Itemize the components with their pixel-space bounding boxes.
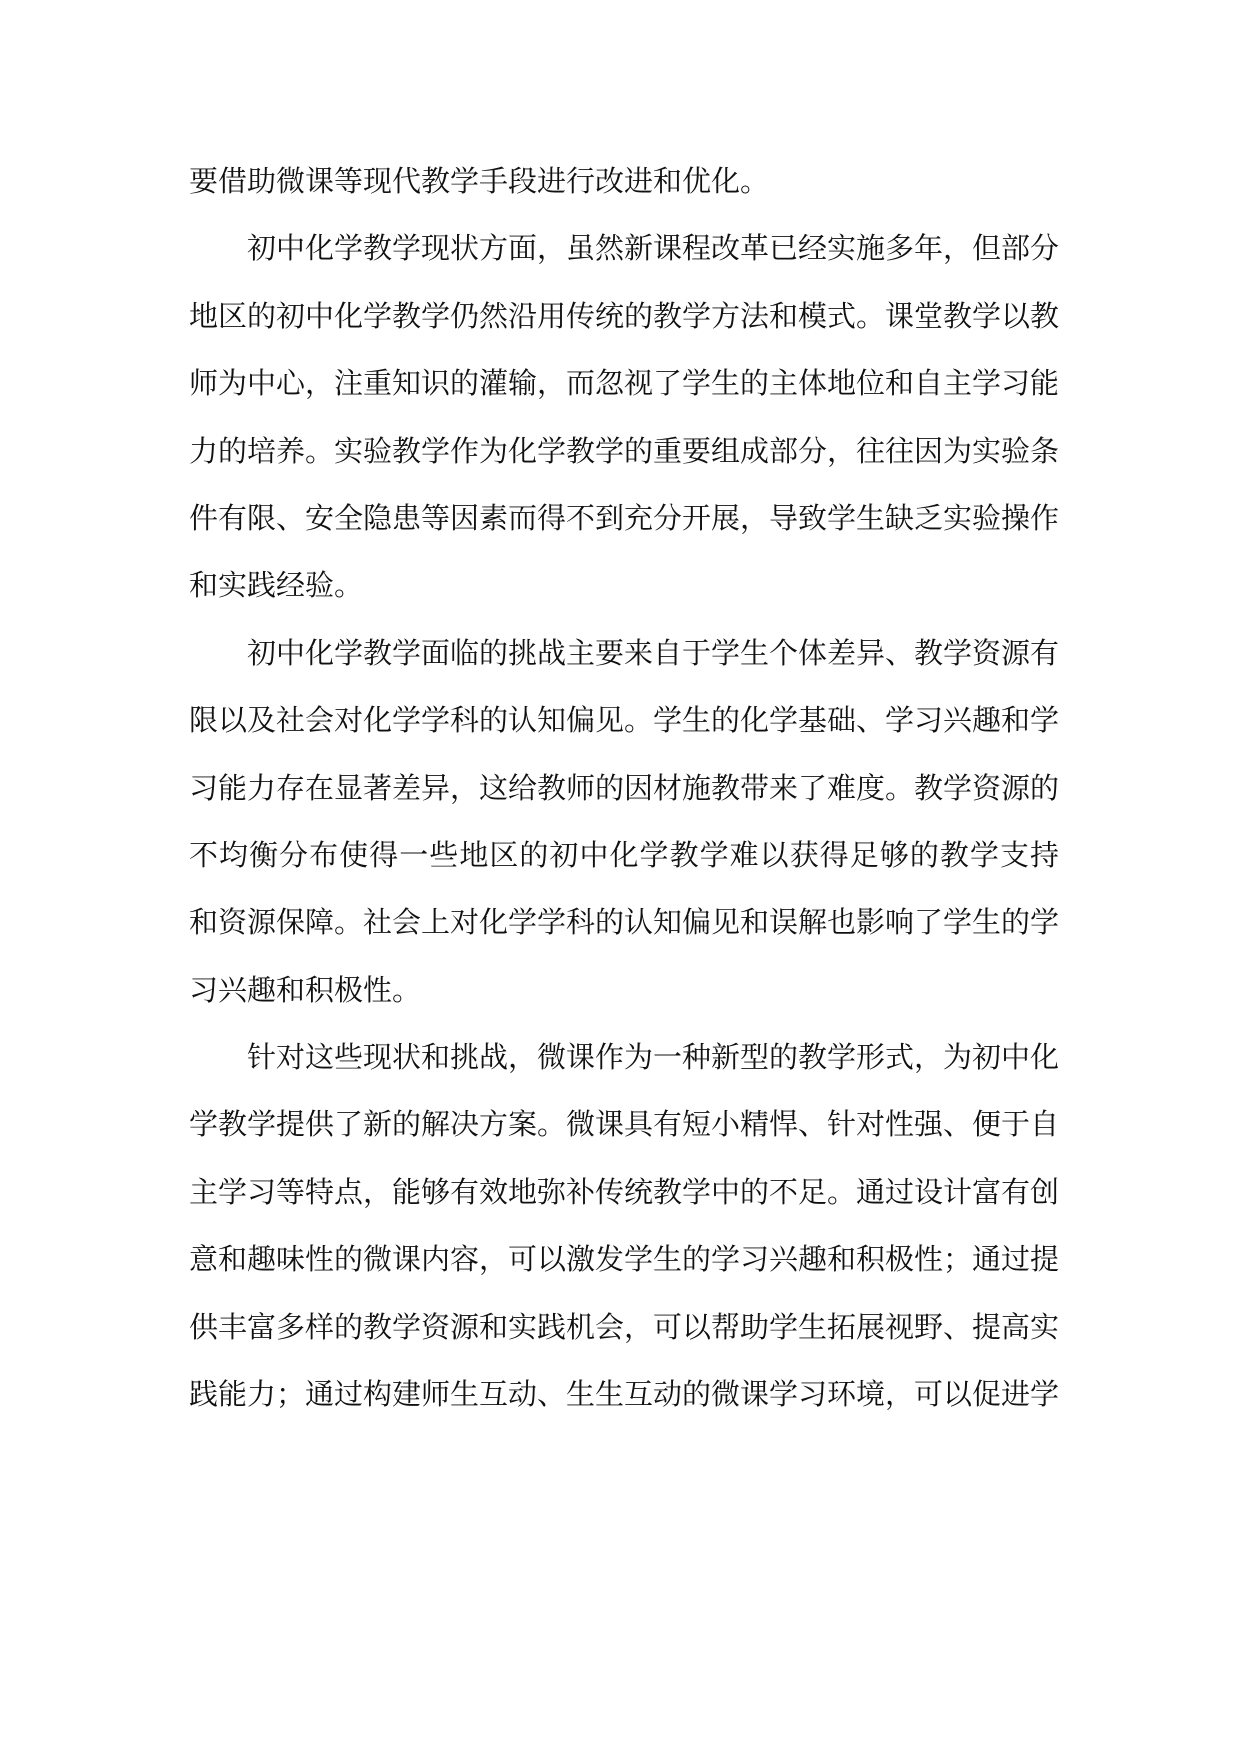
text-line: 地区的初中化学教学仍然沿用传统的教学方法和模式。课堂教学以教 xyxy=(189,298,1060,333)
text-line: 意和趣味性的微课内容，可以激发学生的学习兴趣和积极性；通过提 xyxy=(189,1242,1060,1277)
text-line: 件有限、安全隐患等因素而得不到充分开展，导致学生缺乏实验操作 xyxy=(189,500,1060,535)
text-line: 师为中心，注重知识的灌输，而忽视了学生的主体地位和自主学习能 xyxy=(189,366,1060,401)
text-line: 限以及社会对化学学科的认知偏见。学生的化学基础、学习兴趣和学 xyxy=(189,703,1060,738)
document-body xyxy=(189,148,1059,1428)
text-line: 和实践经验。 xyxy=(189,568,364,603)
text-line: 供丰富多样的教学资源和实践机会，可以帮助学生拓展视野、提高实 xyxy=(189,1309,1060,1344)
paragraph-3 xyxy=(189,620,1059,1024)
text-line: 践能力；通过构建师生互动、生生互动的微课学习环境，可以促进学 xyxy=(189,1377,1060,1412)
text-line: 要借助微课等现代教学手段进行改进和优化。 xyxy=(189,164,770,198)
text-line: 初中化学教学面临的挑战主要来自于学生个体差异、教学资源有 xyxy=(247,635,1060,670)
text-line: 针对这些现状和挑战，微课作为一种新型的教学形式，为初中化 xyxy=(247,1040,1060,1075)
text-line: 习能力存在显著差异，这给教师的因材施教带来了难度。教学资源的 xyxy=(189,770,1060,805)
text-line: 初中化学教学现状方面，虽然新课程改革已经实施多年，但部分 xyxy=(247,231,1060,266)
paragraph-1 xyxy=(189,148,1059,215)
paragraph-2 xyxy=(189,215,1059,619)
text-line: 学教学提供了新的解决方案。微课具有短小精悍、针对性强、便于自 xyxy=(189,1107,1060,1142)
text-line: 习兴趣和积极性。 xyxy=(189,972,422,1007)
paragraph-4 xyxy=(189,1024,1059,1428)
text-line: 和资源保障。社会上对化学学科的认知偏见和误解也影响了学生的学 xyxy=(189,905,1060,940)
text-line: 力的培养。实验教学作为化学教学的重要组成部分，往往因为实验条 xyxy=(189,433,1060,468)
text-line: 主学习等特点，能够有效地弥补传统教学中的不足。通过设计富有创 xyxy=(189,1174,1060,1209)
text-line: 不均衡分布使得一些地区的初中化学教学难以获得足够的教学支持 xyxy=(189,837,1059,872)
